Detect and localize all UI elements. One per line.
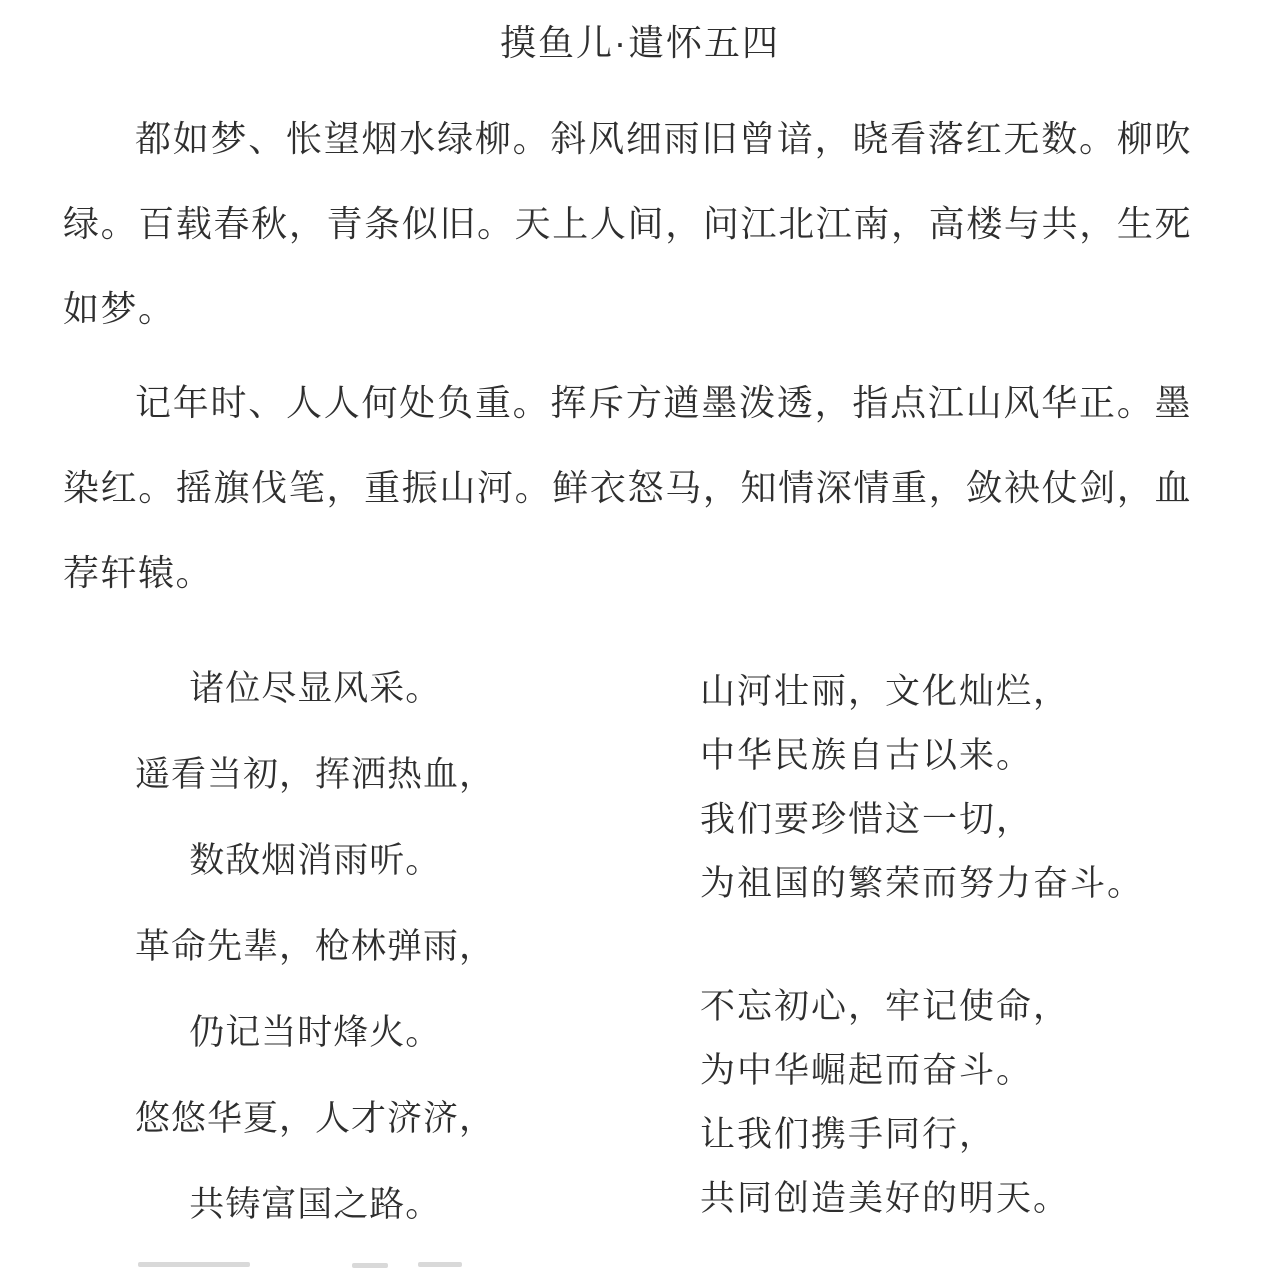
right-stanza-1 — [700, 660, 1144, 916]
poem-body — [0, 96, 1280, 615]
verse-line: 遥看当初，挥洒热血， — [135, 755, 496, 794]
right-stanza-2 — [700, 975, 1144, 1231]
clipped-next-line-fragment — [418, 1262, 462, 1267]
verse-line: 共铸富国之路。 — [189, 1185, 442, 1224]
verse-line: 让我们携手同行， — [700, 1115, 997, 1154]
verse-line: 悠悠华夏，人才济济， — [135, 1099, 496, 1138]
poem-paragraph-2: 记年时、人人何处负重。挥斥方遒墨泼透，指点江山风华正。墨染红。摇旗伐笔，重振山河。鲜衣怒马，知情深情重，敛袂仗剑，血荐轩辕。 — [63, 382, 1192, 593]
verse-line: 数敌烟消雨听。 — [189, 841, 442, 880]
verse-line: 共同创造美好的明天。 — [700, 1179, 1071, 1218]
poem-title: 摸鱼儿·遣怀五四 — [500, 22, 780, 63]
verse-line: 为祖国的繁荣而努力奋斗。 — [700, 864, 1145, 903]
verse-line: 仍记当时烽火。 — [189, 1013, 442, 1052]
verse-line: 为中华崛起而奋斗。 — [700, 1051, 1034, 1090]
verse-line: 我们要珍惜这一切， — [700, 800, 1034, 839]
left-verse-column — [135, 646, 495, 1248]
verse-line: 山河壮丽，文化灿烂， — [700, 672, 1071, 711]
right-verse-column — [700, 660, 1144, 1231]
verse-line: 不忘初心，牢记使命， — [700, 987, 1071, 1026]
verse-line: 诸位尽显风采。 — [189, 669, 442, 708]
verse-line: 中华民族自古以来。 — [700, 736, 1034, 775]
document-page — [0, 20, 1280, 1286]
lower-section — [0, 646, 1280, 1286]
poem-paragraph-1: 都如梦、怅望烟水绿柳。斜风细雨旧曾谙，晓看落红无数。柳吹绿。百载春秋，青条似旧。天上人间，问江北江南，高楼与共，生死如梦。 — [63, 118, 1192, 329]
clipped-next-line-fragment — [352, 1263, 388, 1268]
verse-line: 革命先辈，枪林弹雨， — [135, 927, 496, 966]
clipped-next-line-fragment — [138, 1262, 250, 1267]
